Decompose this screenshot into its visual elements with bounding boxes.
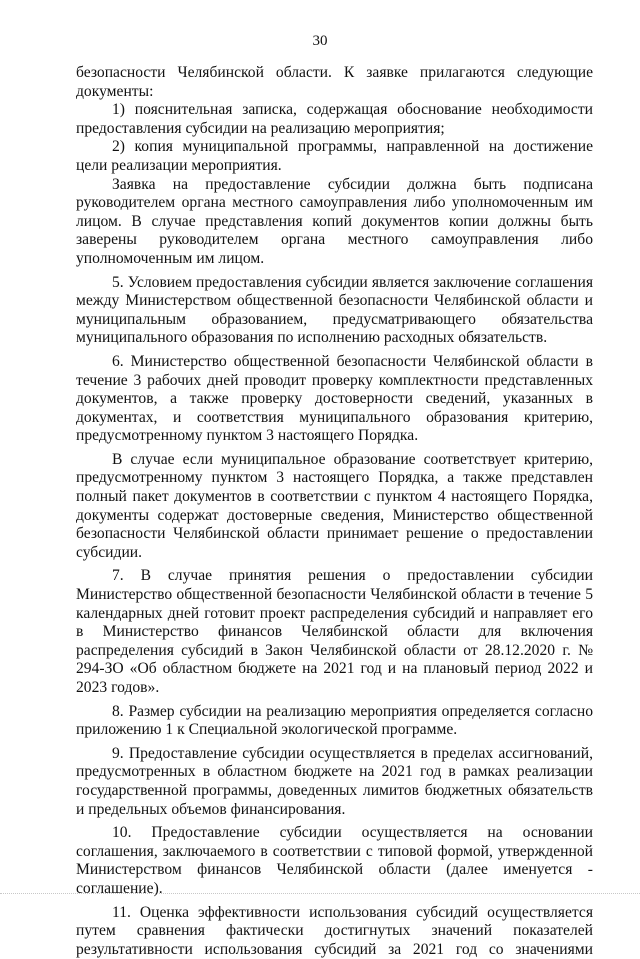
paragraph-application-signature: Заявка на предоставление субсидии должна быть подписана руководителем органа местного самоуправления либо уполномоченным им лицом. В случае представления копий документов копии должны быть заверены руководителем органа местного самоуправления либо уполномоченным им лицом. bbox=[76, 175, 593, 267]
paragraph-item-5: 5. Условием предоставления субсидии является заключение соглашения между Министерством общественной безопасности Челябинской области и муниципальным образованием, предусматривающего обязательства муниципального образования по исполнению расходных обязательств. bbox=[76, 273, 593, 347]
paragraph-item-9: 9. Предоставление субсидии осуществляется в пределах ассигнований, предусмотренных в областном бюджете на 2021 год в рамках реализации государственной программы, доведенных лимитов бюджетных обязательств и предельных объемов финансирования. bbox=[76, 744, 593, 818]
paragraph-criterion-decision: В случае если муниципальное образование соответствует критерию, предусмотренному пунктом 3 настоящего Порядка, а также представлен полный пакет документов в соответствии с пунктом 4 настоящего Порядка, документы содержат достоверные сведения, Министерство общественной безопасности Челябинской области принимает решение о предоставлении субсидии. bbox=[76, 450, 593, 561]
scan-bottom-edge bbox=[0, 893, 640, 894]
paragraph-item-11: 11. Оценка эффективности использования субсидий осуществляется путем сравнения фактически достигнутых значений показателей результативности использования субсидий за 2021 год со значениями bbox=[76, 903, 593, 958]
paragraph-item-7: 7. В случае принятия решения о предоставлении субсидии Министерство общественной безопасности Челябинской области в течение 5 календарных дней готовит проект распределения субсидий и направляет его в Министерство финансов Челябинской области для включения распределения субсидий в Закон Челябинской области от 28.12.2020 г. № 294-ЗО «Об областном бюджете на 2021 год и на плановый период 2022 и 2023 годов». bbox=[76, 567, 593, 696]
paragraph-item-8: 8. Размер субсидии на реализацию мероприятия определяется согласно приложению 1 к Специальной экологической программе. bbox=[76, 702, 593, 739]
page-number: 30 bbox=[312, 33, 328, 49]
list-item-program-copy: 2) копия муниципальной программы, направленной на достижение цели реализации мероприятия. bbox=[76, 138, 593, 174]
paragraph-item-6: 6. Министерство общественной безопасности Челябинской области в течение 3 рабочих дней проводит проверку комплектности представленных документов, а также проверку достоверности сведений, указанных в документах, и соответствия муниципального образования критерию, предусмотренному пунктом 3 настоящего Порядка. bbox=[76, 352, 593, 445]
paragraph-item-10: 10. Предоставление субсидии осуществляется на основании соглашения, заключаемого в соответствии с типовой формой, утвержденной Министерством финансов Челябинской области (далее именуется - соглашение). bbox=[76, 824, 593, 897]
list-item-explanatory-note: 1) пояснительная записка, содержащая обоснование необходимости предоставления субсидии на реализацию мероприятия; bbox=[76, 101, 593, 137]
document-body bbox=[76, 64, 593, 959]
paragraph-continuation: безопасности Челябинской области. К заявке прилагаются следующие документы: bbox=[76, 64, 593, 100]
